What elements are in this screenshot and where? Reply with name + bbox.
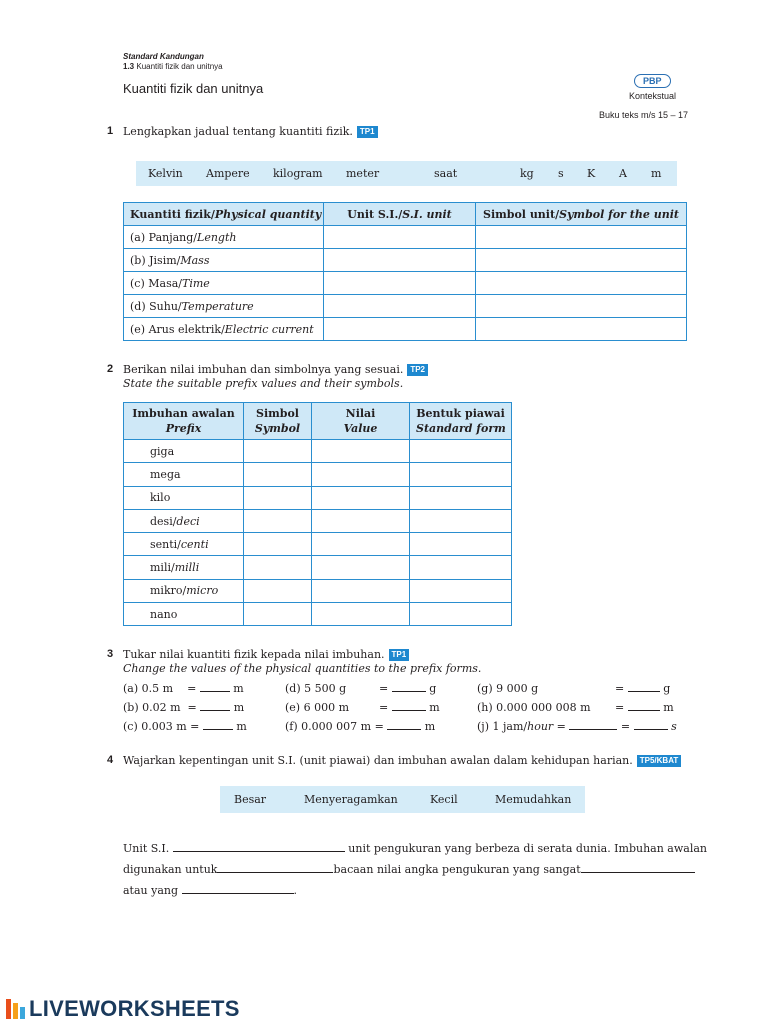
q3-instruction: Tukar nilai kuantiti fizik kepada nilai imbuhan. TP1 — [123, 648, 409, 661]
q2-instruction-en: State the suitable prefix values and their symbols. — [123, 377, 404, 390]
word-bank-item: Ampere — [206, 167, 250, 180]
q3-item-h-answer: = m — [615, 701, 674, 714]
q1-word-bank — [136, 161, 677, 186]
word-bank-item: meter — [346, 167, 380, 180]
q1-tp-badge: TP1 — [357, 126, 378, 138]
q2-prefix-cell: kilo — [124, 486, 244, 509]
word-bank-item: saat — [434, 167, 458, 180]
q2-standard-answer[interactable] — [410, 463, 512, 486]
q3-answer-blank[interactable] — [200, 701, 230, 711]
q2-value-answer[interactable] — [312, 463, 410, 486]
word-bank-item: Besar — [234, 793, 267, 806]
word-bank-item: kg — [520, 167, 534, 180]
word-bank-item: Menyeragamkan — [304, 793, 398, 806]
kontekstual-label: Kontekstual — [629, 91, 677, 101]
q3-answer-blank[interactable] — [203, 720, 233, 730]
q3-answer-blank[interactable] — [628, 701, 660, 711]
table-row — [124, 463, 512, 486]
q2-value-answer[interactable] — [312, 603, 410, 626]
q2-symbol-answer[interactable] — [244, 440, 312, 463]
q4-word-bank — [220, 786, 585, 813]
textbook-ref: Buku teks m/s 15 – 17 — [599, 110, 689, 120]
q3-item-d: (d) 5 500 g — [285, 682, 347, 695]
q3-item-e: (e) 6 000 m — [285, 701, 350, 714]
q4-paragraph-line-3: atau yang . — [123, 884, 298, 897]
q2-value-answer[interactable] — [312, 556, 410, 579]
q1-unit-answer[interactable] — [324, 272, 476, 295]
word-bank-item: kilogram — [273, 167, 323, 180]
q3-item-d-answer: = g — [379, 682, 437, 695]
q3-answer-blank[interactable] — [392, 701, 426, 711]
q2-standard-answer[interactable] — [410, 440, 512, 463]
q1-unit-answer[interactable] — [324, 226, 476, 249]
word-bank-item: s — [558, 167, 564, 180]
table-row — [124, 272, 687, 295]
word-bank-item: Kecil — [430, 793, 458, 806]
q2-prefix-cell: senti/centi — [124, 533, 244, 556]
word-bank-item: m — [651, 167, 662, 180]
q1-symbol-answer[interactable] — [476, 226, 687, 249]
word-bank-item: K — [587, 167, 596, 180]
table-row — [124, 533, 512, 556]
q1-unit-answer[interactable] — [324, 249, 476, 272]
q4-paragraph-line-2: digunakan untuk bacaan nilai angka pengukuran yang sangat — [123, 863, 685, 876]
q2-value-answer[interactable] — [312, 509, 410, 532]
q4-answer-blank[interactable] — [581, 863, 695, 873]
table-row — [124, 318, 687, 341]
q3-item-f: (f) 0.000 007 m = m — [285, 720, 436, 733]
table-row — [124, 603, 512, 626]
q4-number: 4 — [107, 754, 114, 766]
q2-standard-answer[interactable] — [410, 533, 512, 556]
q2-symbol-answer[interactable] — [244, 486, 312, 509]
liveworksheets-icon — [4, 997, 28, 1021]
q2-prefix-cell: mikro/micro — [124, 579, 244, 602]
q4-instruction: Wajarkan kepentingan unit S.I. (unit piawai) dan imbuhan awalan dalam kehidupan harian. TP5/KBAT — [123, 754, 681, 767]
q2-prefix-cell: desi/deci — [124, 509, 244, 532]
header-standard-label: Standard Kandungan — [123, 52, 204, 61]
q3-item-c: (c) 0.003 m = m — [123, 720, 247, 733]
q1-header-quantity: Kuantiti fizik/Physical quantity — [124, 203, 324, 226]
q2-prefix-cell: mili/milli — [124, 556, 244, 579]
page-title: Kuantiti fizik dan unitnya — [123, 81, 264, 96]
header-section: 1.3 Kuantiti fizik dan unitnya — [123, 62, 223, 71]
q3-item-b: (b) 0.02 m = m — [123, 701, 245, 714]
q1-quantity-cell: (b) Jisim/Mass — [124, 249, 324, 272]
q3-item-g-answer: = g — [615, 682, 671, 695]
q2-standard-answer[interactable] — [410, 556, 512, 579]
q3-instruction-en: Change the values of the physical quantities to the prefix forms. — [123, 662, 482, 675]
q3-item-g: (g) 9 000 g — [477, 682, 539, 695]
table-row — [124, 579, 512, 602]
table-row — [124, 226, 687, 249]
q2-header-standard-form: Bentuk piawai Standard form — [410, 403, 512, 440]
q2-standard-answer[interactable] — [410, 603, 512, 626]
table-row — [124, 440, 512, 463]
q2-symbol-answer[interactable] — [244, 463, 312, 486]
liveworksheets-logo: LIVEWORKSHEETS — [4, 994, 240, 1024]
q2-table — [123, 402, 512, 626]
table-row — [124, 486, 512, 509]
q1-symbol-answer[interactable] — [476, 249, 687, 272]
q1-quantity-cell: (e) Arus elektrik/Electric current — [124, 318, 324, 341]
word-bank-item: A — [619, 167, 627, 180]
word-bank-item: Memudahkan — [495, 793, 572, 806]
q2-standard-answer[interactable] — [410, 579, 512, 602]
word-bank-item: Kelvin — [148, 167, 183, 180]
q4-answer-blank[interactable] — [182, 884, 294, 894]
q3-answer-blank[interactable] — [628, 682, 660, 692]
q1-quantity-cell: (d) Suhu/Temperature — [124, 295, 324, 318]
q2-prefix-cell: mega — [124, 463, 244, 486]
q4-tp-badge: TP5/KBAT — [637, 755, 682, 767]
q2-symbol-answer[interactable] — [244, 509, 312, 532]
q1-header-unit: Unit S.I./S.I. unit — [324, 203, 476, 226]
q4-answer-blank[interactable] — [217, 863, 333, 873]
q2-value-answer[interactable] — [312, 486, 410, 509]
q2-prefix-cell: giga — [124, 440, 244, 463]
q2-value-answer[interactable] — [312, 440, 410, 463]
table-row — [124, 295, 687, 318]
q2-standard-answer[interactable] — [410, 509, 512, 532]
q3-answer-blank[interactable] — [569, 720, 617, 730]
q2-symbol-answer[interactable] — [244, 556, 312, 579]
q1-symbol-answer[interactable] — [476, 272, 687, 295]
q3-item-e-answer: = m — [379, 701, 440, 714]
q2-prefix-cell: nano — [124, 603, 244, 626]
table-row — [124, 509, 512, 532]
q3-item-h: (h) 0.000 000 008 m — [477, 701, 591, 714]
q2-tp-badge: TP2 — [407, 364, 428, 376]
q2-symbol-answer[interactable] — [244, 579, 312, 602]
q1-quantity-cell: (c) Masa/Time — [124, 272, 324, 295]
q1-unit-answer[interactable] — [324, 318, 476, 341]
q1-unit-answer[interactable] — [324, 295, 476, 318]
q2-header-value: Nilai Value — [312, 403, 410, 440]
q2-header-prefix: Imbuhan awalan Prefix — [124, 403, 244, 440]
q3-number: 3 — [107, 648, 114, 660]
q3-answer-blank[interactable] — [200, 682, 230, 692]
table-row — [124, 249, 687, 272]
q1-table — [123, 202, 687, 341]
q4-answer-blank[interactable] — [173, 842, 345, 852]
q1-number: 1 — [107, 125, 114, 137]
q3-answer-blank[interactable] — [387, 720, 421, 730]
q2-number: 2 — [107, 363, 114, 375]
q3-answer-blank[interactable] — [392, 682, 426, 692]
q3-item-j: (j) 1 jam/hour = = s — [477, 720, 677, 733]
q2-header-symbol: Simbol Symbol — [244, 403, 312, 440]
q3-tp-badge: TP1 — [389, 649, 410, 661]
table-row — [124, 556, 512, 579]
q2-standard-answer[interactable] — [410, 486, 512, 509]
q2-value-answer[interactable] — [312, 533, 410, 556]
pbp-badge: PBP — [634, 74, 671, 88]
q3-answer-blank[interactable] — [634, 720, 668, 730]
q1-symbol-answer[interactable] — [476, 295, 687, 318]
q2-instruction: Berikan nilai imbuhan dan simbolnya yang sesuai. TP2 — [123, 363, 428, 376]
q4-paragraph-line-1: Unit S.I. unit pengukuran yang berbeza di serata dunia. Imbuhan awalan — [123, 842, 708, 855]
q3-item-a: (a) 0.5 m = m — [123, 682, 244, 695]
q1-instruction: Lengkapkan jadual tentang kuantiti fizik. TP1 — [123, 125, 378, 138]
q1-symbol-answer[interactable] — [476, 318, 687, 341]
q1-header-symbol: Simbol unit/Symbol for the unit — [476, 203, 687, 226]
q2-symbol-answer[interactable] — [244, 603, 312, 626]
q1-quantity-cell: (a) Panjang/Length — [124, 226, 324, 249]
q2-value-answer[interactable] — [312, 579, 410, 602]
q2-symbol-answer[interactable] — [244, 533, 312, 556]
